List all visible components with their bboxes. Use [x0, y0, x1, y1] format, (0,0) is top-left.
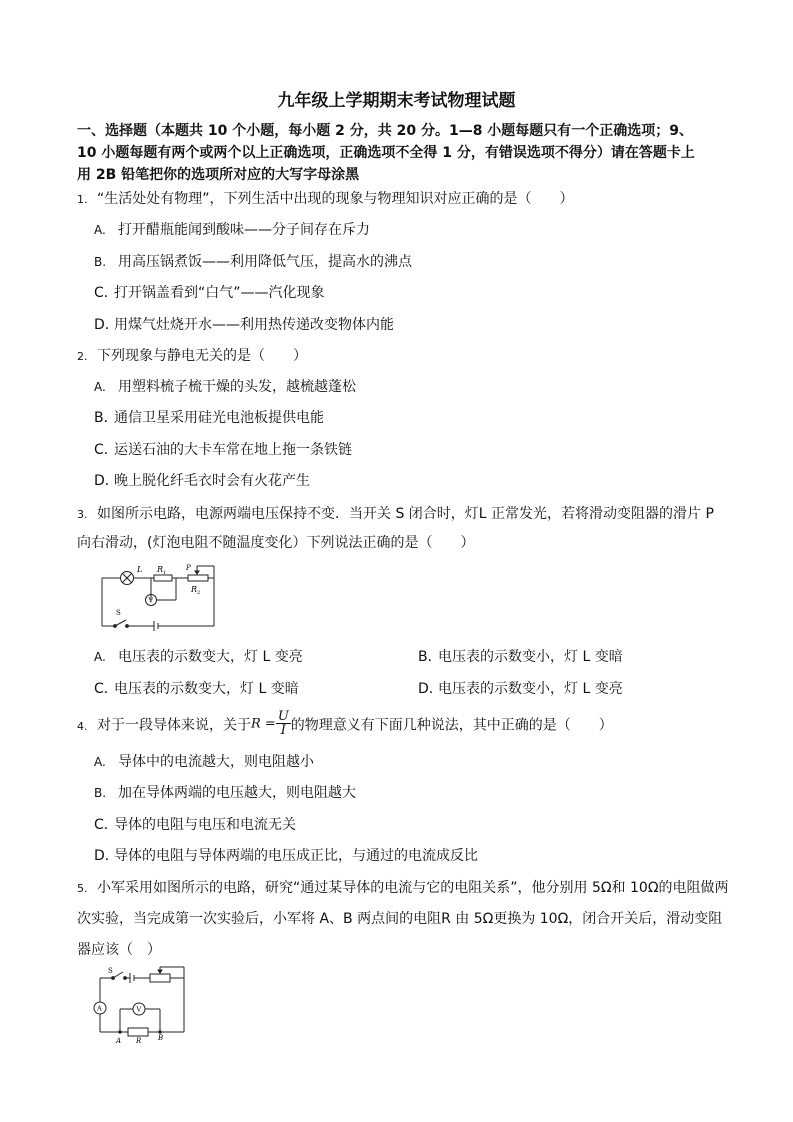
q1-option-b: B. 用高压锅煮饭——利用降低气压，提高水的沸点	[94, 254, 412, 270]
q1-option-c: C．打开锅盖看到“白气”——汽化现象	[94, 285, 325, 301]
svg-text:S: S	[108, 967, 113, 975]
svg-text:R: R	[136, 1037, 142, 1045]
svg-text:P: P	[186, 564, 191, 572]
svg-text:R: R	[191, 585, 198, 594]
svg-text:2: 2	[197, 590, 201, 596]
q4-option-a: A. 导体中的电流越大，则电阻越小	[94, 754, 314, 770]
rheostat-symbol	[150, 974, 170, 982]
q3-option-c: C．电压表的示数变大，灯 L 变暗	[94, 681, 299, 697]
question-number: 5.	[77, 882, 88, 895]
q4-option-b: B. 加在导体两端的电压越大，则电阻越大	[94, 785, 356, 801]
q1-option-d: D．用煤气灶烧开水——利用热传递改变物体内能	[94, 317, 394, 333]
svg-text:L: L	[137, 565, 143, 574]
q3-option-d: D．电压表的示数变小，灯 L 变亮	[418, 681, 623, 697]
question-1-stem: 1. “生活处处有物理”，下列生活中出现的现象与物理知识对应正确的是（ ）	[77, 191, 574, 207]
q2-option-d: D．晚上脱化纤毛衣时会有火花产生	[94, 473, 310, 489]
q2-option-a: A. 用塑料梳子梳干燥的头发，越梳越蓬松	[94, 379, 356, 395]
svg-text:A: A	[116, 1037, 122, 1045]
circuit-diagram-q5	[90, 964, 190, 1046]
q2-option-b: B．通信卫星采用硅光电池板提供电能	[94, 410, 324, 426]
resistor-r-symbol	[128, 1028, 148, 1036]
question-number: 1.	[77, 193, 88, 206]
section-heading-line2: 10 小题每题有两个或两个以上正确选项，正确选项不全得 1 分，有错误选项不得分）请在答题卡上	[77, 145, 695, 161]
question-number: 4.	[77, 719, 88, 733]
q3-option-b: B．电压表的示数变小，灯 L 变暗	[418, 649, 623, 665]
svg-text:V: V	[148, 596, 154, 605]
q2-option-c: C．运送石油的大卡车常在地上拖一条铁链	[94, 442, 352, 458]
question-number: 2.	[77, 350, 88, 363]
rheostat-r2-symbol	[188, 575, 208, 581]
page-title: 九年级上学期期末考试物理试题	[277, 91, 516, 111]
question-5-stem-line1: 5. 小军采用如图所示的电路，研究“通过某导体的电流与它的电阻关系”，他分别用 5Ω和 10Ω的电阻做两	[77, 880, 729, 896]
svg-text:B: B	[158, 1034, 164, 1042]
q4-option-d: D．导体的电阻与导体两端的电压成正比，与通过的电流成反比	[94, 848, 478, 864]
question-2-stem: 2. 下列现象与静电无关的是（ ）	[77, 348, 307, 364]
q1-option-a: A. 打开醋瓶能闻到酸味——分子间存在斥力	[94, 222, 370, 238]
question-5-stem-line2: 次实验，当完成第一次实验后，小军将 A、B 两点间的电阻R 由 5Ω更换为 10Ω，闭合开关后，滑动变阻	[77, 911, 723, 927]
section-heading-line3: 用 2B 铅笔把你的选项所对应的大写字母涂黑	[77, 167, 360, 183]
circuit-diagram-q3	[96, 562, 218, 634]
question-3-stem-line1: 3. 如图所示电路，电源两端电压保持不变．当开关 S 闭合时，灯L 正常发光，若将滑动变阻器的滑片 P	[77, 506, 714, 522]
question-number: 3.	[77, 508, 88, 521]
svg-text:S: S	[116, 609, 121, 617]
q3-option-a: A. 电压表的示数变大，灯 L 变亮	[94, 649, 303, 665]
section-heading-line1: 一、选择题（本题共 10 个小题，每小题 2 分，共 20 分。1—8 小题每题只有一个正确选项；9、	[77, 123, 694, 139]
question-5-stem-line3: 器应该（ ）	[77, 942, 161, 958]
formula-r-equals-u-over-i: R = $\frac{U}{I}$	[251, 709, 289, 738]
svg-text:V: V	[136, 1005, 142, 1014]
q4-option-c: C．导体的电阻与电压和电流无关	[94, 817, 296, 833]
svg-text:R: R	[157, 565, 164, 574]
question-3-stem-line2: 向右滑动，(灯泡电阻不随温度变化）下列说法正确的是（ ）	[77, 535, 475, 551]
svg-text:A: A	[97, 1004, 102, 1013]
question-4-stem: 4. 对于一段导体来说，关于R = $\frac{U}{I}$ 的物理意义有下面几种说法，其中正确的是（ ）	[77, 709, 613, 738]
svg-text:1: 1	[163, 570, 167, 576]
